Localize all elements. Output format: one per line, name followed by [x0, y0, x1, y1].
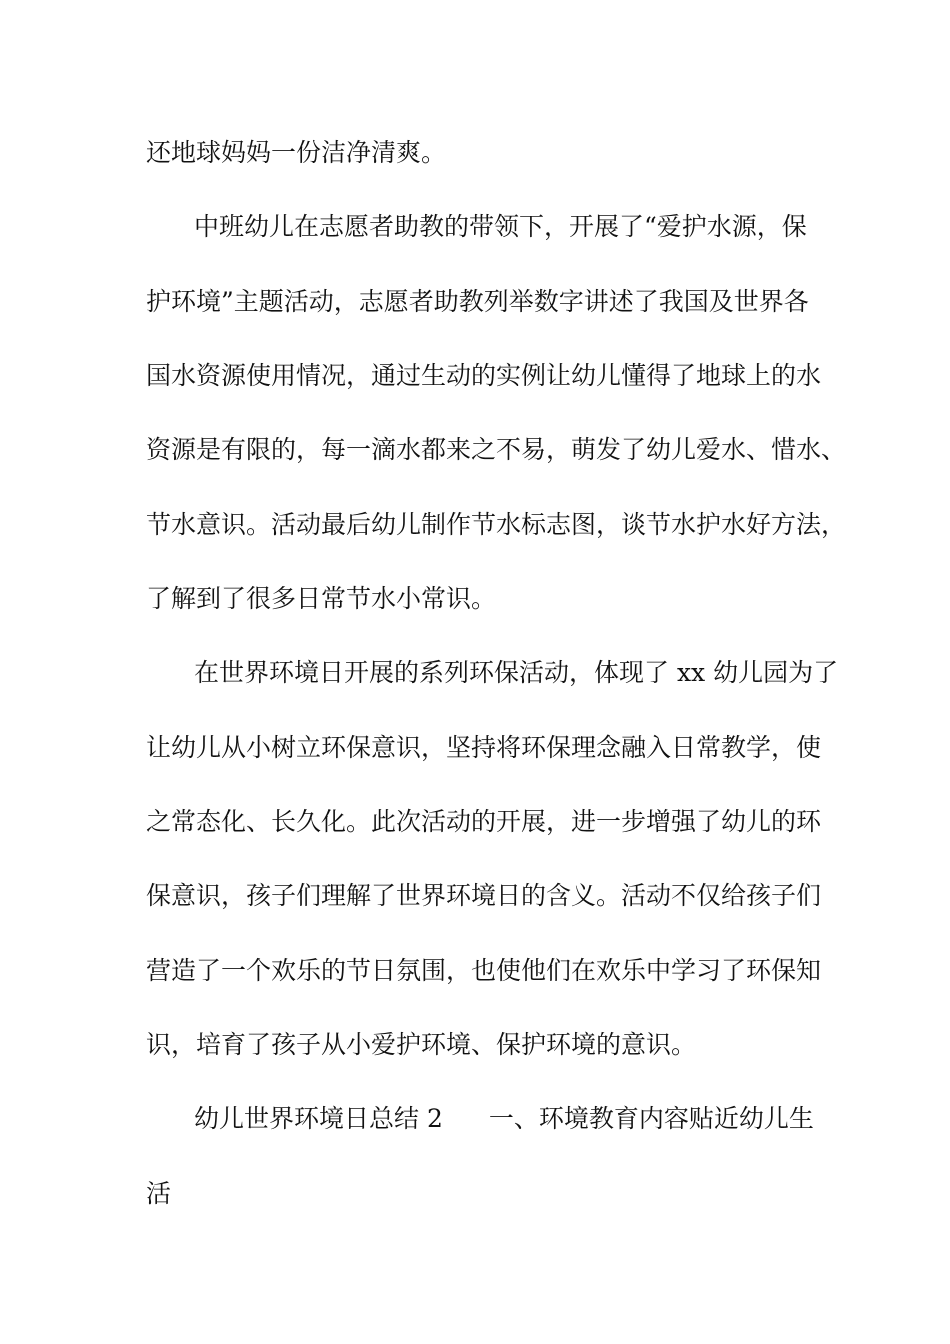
text-line: 资源是有限的，每一滴水都来之不易，萌发了幼儿爱水、惜水、 [146, 435, 847, 464]
paragraph-start-line: 中班幼儿在志愿者助教的带领下，开展了“爱护水源，保 [194, 212, 807, 241]
text-line: 识，培育了孩子从小爱护环境、保护环境的意识。 [146, 1030, 697, 1059]
paragraph-start-line: 在世界环境日开展的系列环保活动，体现了 xx 幼儿园为了 [194, 658, 839, 687]
text-line: 还地球妈妈一份洁净清爽。 [146, 138, 447, 167]
text-line: 国水资源使用情况，通过生动的实例让幼儿懂得了地球上的水 [146, 361, 822, 390]
text-line: 护环境”主题活动，志愿者助教列举数字讲述了我国及世界各 [146, 287, 809, 316]
subsection-heading: 一、环境教育内容贴近幼儿生 [488, 1104, 814, 1133]
text-line: 营造了一个欢乐的节日氛围，也使他们在欢乐中学习了环保知 [146, 956, 822, 985]
section-heading-line [194, 1104, 874, 1134]
text-line: 之常态化、长久化。此次活动的开展，进一步增强了幼儿的环 [146, 807, 822, 836]
text-line: 让幼儿从小树立环保意识，坚持将环保理念融入日常教学，使 [146, 733, 822, 762]
text-line: 活 [146, 1179, 172, 1208]
text-line: 了解到了很多日常节水小常识。 [146, 584, 497, 613]
section-title: 幼儿世界环境日总结 2 [194, 1104, 443, 1133]
text-line: 节水意识。活动最后幼儿制作节水标志图，谈节水护水好方法， [146, 510, 847, 539]
text-line: 保意识，孩子们理解了世界环境日的含义。活动不仅给孩子们 [146, 881, 822, 910]
